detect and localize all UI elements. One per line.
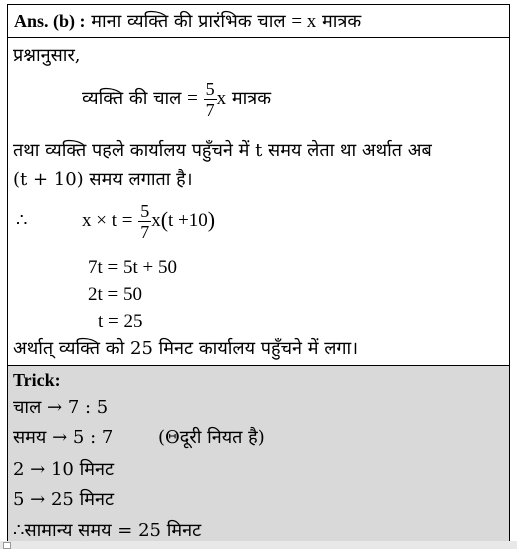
speed-frac-den: 7 [205, 99, 215, 120]
trick-line-2-main: समय → 5 : 7 [13, 427, 114, 448]
conclusion-text: अर्थात् व्यक्ति को 25 मिनट कार्यालय पहुँचने में लगा। [13, 338, 359, 359]
paragraph-line-2: (t + 10) समय लगाता है। [13, 169, 193, 190]
trick-section [8, 365, 509, 546]
answer-label: Ans. (b) : [14, 11, 86, 31]
equation-1: x × t = $\frac{5}{7}$ x(t +10) [82, 200, 216, 242]
trick-line-5: ∴सामान्य समय = 25 मिनट [13, 520, 202, 541]
speed-eq-sign: = [187, 88, 198, 109]
speed-var: x [216, 88, 227, 109]
intro-text: प्रश्नानुसार, [13, 45, 81, 66]
therefore-symbol: ∴ [16, 210, 28, 231]
trick-line-2-note: (Θदूरी नियत है) [158, 427, 265, 448]
speed-fraction [204, 79, 217, 120]
paragraph-line-1: तथा व्यक्ति पहले कार्यालय पहुँचने में t समय लेता था अर्थात अब [13, 140, 432, 161]
eq1-left: x × t = [82, 210, 133, 231]
solution-document [7, 4, 510, 545]
eq1-fraction [138, 201, 151, 242]
trick-line-4: 5 → 25 मिनट [13, 489, 115, 510]
equation-4: t = 25 [98, 311, 143, 332]
speed-frac-num: 5 [205, 78, 215, 99]
eq1-frac-den: 7 [140, 221, 150, 242]
speed-equation [82, 77, 271, 121]
speed-label: व्यक्ति की चाल [82, 88, 182, 109]
answer-line [14, 9, 361, 34]
answer-header [8, 5, 509, 38]
trick-line-1: चाल → 7 : 5 [13, 397, 109, 418]
speed-unit: मात्रक [231, 88, 272, 109]
equation-3: 2t = 50 [88, 284, 142, 305]
eq1-frac-num: 5 [140, 200, 150, 221]
scroll-handle[interactable] [3, 542, 11, 549]
eq1-inner: t +10 [168, 210, 208, 231]
trick-line-2 [13, 426, 113, 450]
horizontal-scrollbar[interactable] [0, 541, 517, 549]
trick-title: Trick: [13, 370, 61, 390]
answer-eq: = x [291, 11, 317, 32]
eq1-x: x [151, 210, 161, 231]
answer-unit: मात्रक [322, 11, 362, 32]
answer-text: माना व्यक्ति की प्रारंभिक चाल [91, 11, 286, 32]
equation-2: 7t = 5t + 50 [88, 257, 177, 278]
trick-line-3: 2 → 10 मिनट [13, 459, 115, 480]
